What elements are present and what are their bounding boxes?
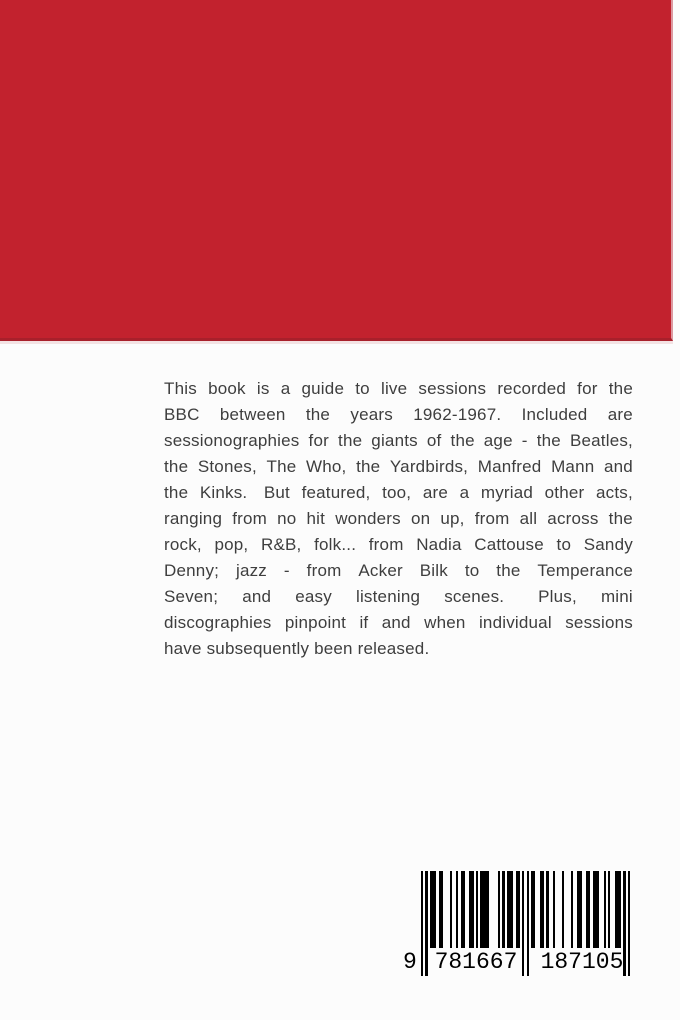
blurb-word: sessionographies	[164, 431, 300, 450]
blurb-line	[164, 454, 633, 480]
blurb-line	[164, 636, 633, 662]
blurb-word: rock,	[164, 535, 202, 554]
barcode-bar	[593, 871, 600, 948]
blurb-word: the	[450, 431, 475, 450]
barcode-bar	[450, 871, 452, 948]
blurb-word: a	[459, 483, 470, 502]
blurb-word: for	[308, 431, 329, 450]
blurb-word: folk...	[314, 535, 357, 554]
blurb-word: are	[422, 483, 448, 502]
blurb-word: hit	[306, 509, 326, 528]
blurb-word: Cattouse	[474, 535, 544, 554]
barcode-bar	[562, 871, 564, 948]
blurb-line	[164, 480, 633, 506]
blurb-line	[164, 428, 633, 454]
barcode-bar	[546, 871, 548, 948]
blurb-line	[164, 506, 633, 532]
blurb-word: the	[305, 405, 331, 424]
blurb-word: up,	[440, 509, 465, 528]
blurb-word: Seven;	[164, 587, 219, 606]
barcode-bar	[571, 871, 573, 948]
blurb-word: Mann	[551, 457, 595, 476]
blurb-word: have subsequently been released.	[164, 639, 430, 658]
blurb-word: giants	[371, 431, 418, 450]
blurb-word: no	[277, 509, 297, 528]
blurb-word: Who,	[305, 457, 347, 476]
blurb-word: to	[355, 379, 370, 398]
red-color-block	[0, 0, 673, 341]
blurb-word: ranging	[164, 509, 223, 528]
blurb-word: This	[164, 379, 197, 398]
blurb-word: and	[603, 457, 633, 476]
blurb-line	[164, 584, 633, 610]
blurb-word: from	[232, 509, 268, 528]
blurb-word: R&B,	[260, 535, 302, 554]
blurb-word: are	[607, 405, 633, 424]
barcode-bar	[608, 871, 610, 948]
blurb-word: mini	[600, 587, 633, 606]
blurb-word: acts,	[595, 483, 633, 502]
blurb-word: Included	[521, 405, 588, 424]
blurb-word: wonders	[335, 509, 401, 528]
blurb-word: Beatles,	[569, 431, 633, 450]
barcode-bar	[425, 871, 427, 976]
blurb-word: Acker	[358, 561, 403, 580]
blurb-word: from	[474, 509, 510, 528]
blurb-word: to	[556, 535, 572, 554]
blurb-word: on	[410, 509, 431, 528]
barcode-bar	[430, 871, 437, 948]
blurb-word: the	[536, 431, 561, 450]
blurb-word: Temperance	[537, 561, 633, 580]
barcode-bar	[586, 871, 590, 948]
blurb-word: the	[164, 483, 189, 502]
blurb-word: Bilk	[419, 561, 448, 580]
barcode-bar	[421, 871, 423, 976]
blurb-word: Denny;	[164, 561, 220, 580]
blurb-word: sessions	[418, 379, 487, 398]
blurb-word: discographies	[164, 613, 272, 632]
blurb-word: the	[164, 457, 189, 476]
barcode-bar	[480, 871, 489, 948]
blurb-word: from	[368, 535, 404, 554]
blurb-line	[164, 532, 633, 558]
blurb-word: Manfred	[477, 457, 542, 476]
barcode-bar	[507, 871, 514, 948]
blurb-word: too,	[382, 483, 412, 502]
blurb-word: age	[483, 431, 513, 450]
blurb-word: myriad	[480, 483, 534, 502]
barcode-bar	[577, 871, 581, 948]
blurb-word: live	[380, 379, 408, 398]
blurb-word: if	[359, 613, 369, 632]
barcode-bar	[469, 871, 473, 948]
blurb-word: -	[283, 561, 290, 580]
barcode-bar	[498, 871, 500, 948]
barcode-bar	[604, 871, 606, 948]
blurb-word: and	[242, 587, 272, 606]
red-block-bottom-strip	[0, 341, 673, 344]
blurb-word: Plus,	[538, 587, 577, 606]
blurb-word: easy	[295, 587, 332, 606]
barcode-lead-digit: 9	[403, 949, 417, 975]
blurb-word: -	[521, 431, 528, 450]
blurb-line	[164, 402, 633, 428]
barcode-bar	[476, 871, 478, 948]
blurb-word: years	[350, 405, 393, 424]
barcode-bar	[540, 871, 544, 948]
blurb-word: all	[519, 509, 538, 528]
blurb-word: the	[608, 509, 633, 528]
blurb-word: the	[496, 561, 521, 580]
blurb-word: The	[266, 457, 297, 476]
blurb-word: a	[280, 379, 291, 398]
blurb-word: pinpoint	[284, 613, 347, 632]
blurb-word: guide	[301, 379, 345, 398]
blurb-word: individual	[478, 613, 552, 632]
blurb-word: listening	[355, 587, 421, 606]
blurb-word: Kinks.	[199, 483, 253, 502]
barcode-bar	[502, 871, 504, 948]
blurb-word: sessions	[565, 613, 633, 632]
blurb-word: recorded	[497, 379, 567, 398]
barcode-bar	[553, 871, 555, 948]
blurb-word: BBC	[164, 405, 200, 424]
barcode	[404, 871, 636, 979]
barcode-bar	[628, 871, 630, 976]
blurb-word: the	[356, 457, 381, 476]
blurb-word: Stones,	[197, 457, 257, 476]
blurb-line	[164, 610, 633, 636]
barcode-bar	[461, 871, 465, 948]
barcode-bar	[531, 871, 535, 948]
barcode-bar	[527, 871, 529, 976]
blurb-word: to	[464, 561, 480, 580]
barcode-bar	[516, 871, 520, 948]
blurb-word: 1962-1967.	[413, 405, 502, 424]
blurb-line	[164, 558, 633, 584]
blurb-word: Nadia	[416, 535, 462, 554]
blurb-word: between	[219, 405, 286, 424]
blurb-word: is	[256, 379, 270, 398]
blurb-word: But	[263, 483, 290, 502]
blurb	[164, 376, 633, 662]
blurb-word: pop,	[214, 535, 249, 554]
blurb-word: of	[426, 431, 442, 450]
barcode-bar	[615, 871, 622, 948]
blurb-word: the	[338, 431, 363, 450]
blurb-word: Yardbirds,	[389, 457, 469, 476]
blurb-word: and	[381, 613, 411, 632]
blurb-word: scenes.	[444, 587, 515, 606]
blurb-word: across	[547, 509, 599, 528]
barcode-digits-right: 187105	[540, 949, 624, 975]
blurb-line	[164, 376, 633, 402]
blurb-word: Sandy	[583, 535, 633, 554]
barcode-bar	[456, 871, 458, 948]
blurb-word: when	[424, 613, 466, 632]
barcode-bar	[439, 871, 443, 948]
blurb-word: jazz	[235, 561, 268, 580]
blurb-word: the	[608, 379, 633, 398]
barcode-digits-left: 781667	[434, 949, 518, 975]
blurb-word: for	[577, 379, 598, 398]
blurb-word: book	[208, 379, 246, 398]
blurb-word: from	[306, 561, 342, 580]
blurb-word: other	[544, 483, 585, 502]
blurb-word: featured,	[301, 483, 371, 502]
